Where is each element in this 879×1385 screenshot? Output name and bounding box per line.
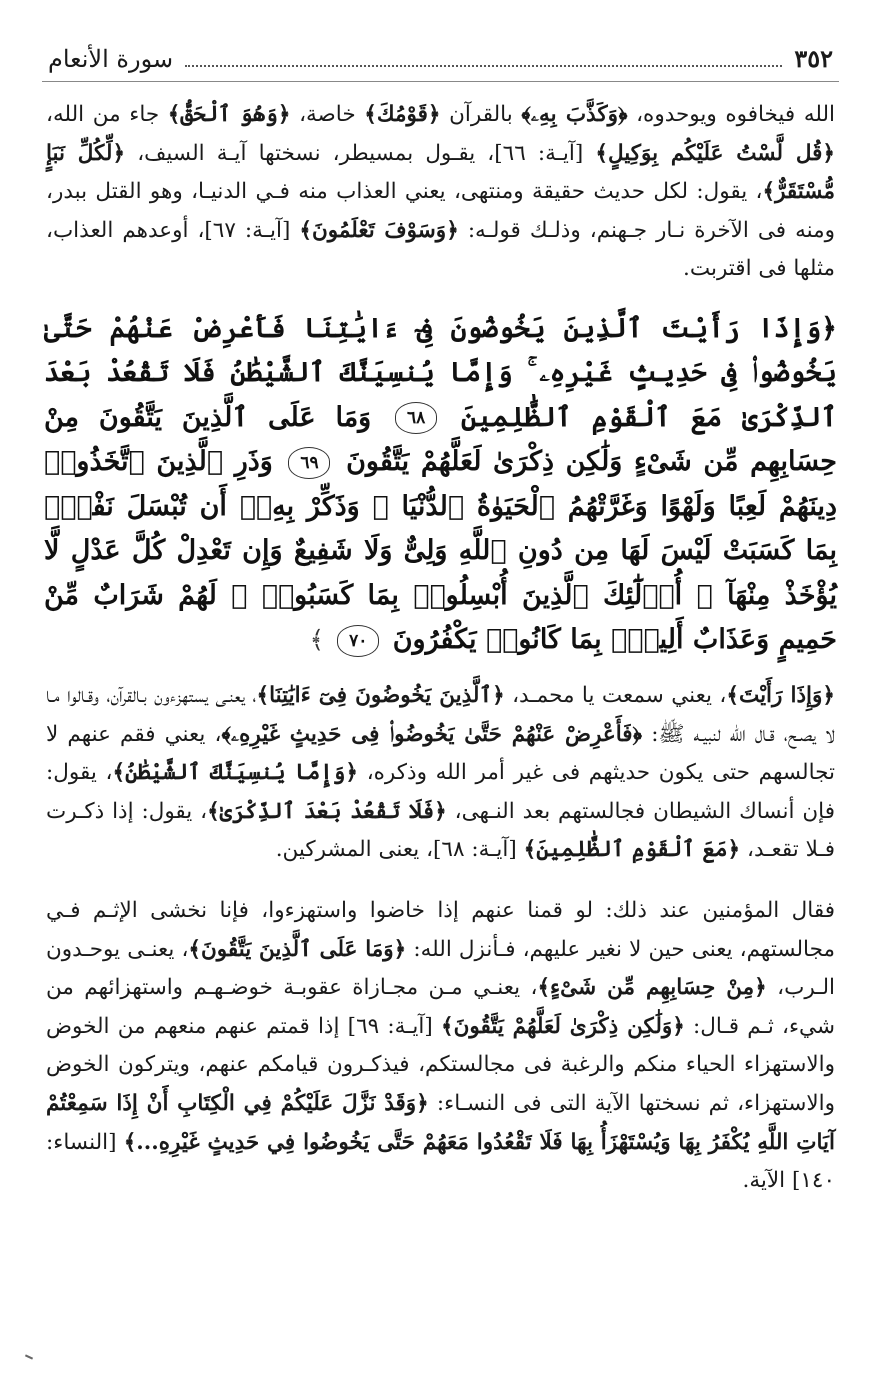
text-span: فقال المؤمنين عند ذلك: لو قمنا عنهم إذا خاضوا واستهزءوا، فإنا نخشى الإثـم فـي مجالستهم، يعنى حين لا نغير عليهم، فـأنزل الله: <box>46 897 836 962</box>
text-span: بالقرآن <box>449 102 513 127</box>
text-span: ، يعنـى يستهزءون بـالقرآن، وقـالوا مـا لا يصـح، قـال الله لنبيـه ﷺ: <box>46 682 835 747</box>
quran-quote: ﴿ٱلَّذِينَ يَخُوضُونَ فِىٓ ءَايَٰتِنَا﴾ <box>256 682 505 708</box>
commentary-paragraph-3 <box>42 892 839 1201</box>
quran-quote: ﴿قُل لَّسْتُ عَلَيْكُم بِوَكِيلٍ﴾ <box>595 140 835 166</box>
verse-number-70: ٧٠ <box>337 625 379 657</box>
commentary-paragraph-2 <box>42 677 839 870</box>
verse-70-text: وَذَرِ ٱلَّذِينَ ٱتَّخَذُوا۟ دِينَهُمْ لَعِبًا وَلَهْوًا وَغَرَّتْهُمُ ٱلْحَيَوٰةُ ٱلدُّنْيَا ۚ وَذَكِّرْ بِهِۦٓ أَن تُبْسَلَ نَفْسٌۢ بِمَا كَسَبَتْ لَيْسَ لَهَا مِن دُونِ ٱللَّهِ وَلِىٌّ وَلَا شَفِيعٌ وَإِن تَعْدِلْ كُلَّ عَدْلٍ لَّا يُؤْخَذْ مِنْهَآ ۗ أُو۟لَٰٓئِكَ ٱلَّذِينَ أُبْسِلُوا۟ بِمَا كَسَبُوا۟ ۖ لَهُمْ شَرَابٌ مِّنْ حَمِيمٍ وَعَذَابٌ أَلِيمٌۢ بِمَا كَانُوا۟ يَكْفُرُونَ <box>44 446 837 656</box>
quran-quote: ﴿مَعَ ٱلْقَوْمِ ٱلظَّٰلِمِينَ﴾ <box>523 837 741 863</box>
verse-number-69: ٦٩ <box>288 447 330 479</box>
text-span: ، يقول: إذا ذكـرت فـلا تقعـد، <box>46 798 835 863</box>
quran-quote: ﴿وَهُوَ ٱلْحَقُّ﴾ <box>167 102 291 127</box>
text-span: ، يعني فقم عنهم لا تجالسهم حتى يكون حديثهم فى غير أمر الله وذكره، <box>46 721 836 786</box>
text-span: الله فيخافوه ويوحدوه، <box>636 102 835 127</box>
text-span: [النساء: ١٤٠] الآية. <box>46 1129 835 1194</box>
text-span: ، يقول: فإن أنساك الشيطان فجالستهم بعد النـهى، <box>46 760 835 824</box>
text-span: ، يعنـى يوحـدون الـرب، <box>46 936 836 1001</box>
quran-quote: ﴿فَأَعْرِضْ عَنْهُمْ حَتَّىٰ يَخُوضُوا۟ فِى حَدِيثٍ غَيْرِهِۦ﴾ <box>221 721 643 747</box>
text-span: [آيـة: ٦٧]، أوعدهم العذاب، مثلها فى اقتربت. <box>46 217 835 282</box>
quran-quote: ﴿فَلَا تَقْعُدْ بَعْدَ ٱلذِّكْرَىٰ﴾ <box>207 798 447 824</box>
text-span: [آيـة: ٦٩] إذا قمتم عنهم منعهم من الخوض والاستهزاء الحياء منكم والرغبة فى مجالستكم، فيذكـرون قيامكم عنهم، ويتركون الخوض والاستهزاء، ثم نسختها الآية التى فى النسـاء: <box>46 1013 835 1116</box>
header-dotted-leader <box>185 65 782 67</box>
surah-title: سورة الأنعام <box>48 45 174 73</box>
quran-quote: ﴿لِّكُلِّ نَبَإٍ مُّسْتَقَرٌّ﴾ <box>46 140 835 205</box>
text-span: ، يعني سمعت يا محمـد، <box>512 682 727 708</box>
text-span: [آيـة: ٦٦]، يقـول بمسيطر، نسختها آيـة السيف، <box>137 140 584 166</box>
quran-verses-block <box>42 307 839 663</box>
quran-quote: ﴿وَكَذَّبَ بِهِۦ﴾ <box>521 102 628 127</box>
corner-mark <box>25 1354 33 1359</box>
quran-quote: ﴿وَإِذَا رَأَيْتَ﴾ <box>726 682 835 708</box>
text-span: جاء من الله، <box>46 102 160 127</box>
verse-number-68: ٦٨ <box>395 402 437 434</box>
verse-68-text: ﴿وَإِذَا رَأَيْتَ ٱلَّذِينَ يَخُوضُونَ فِىٓ ءَايَٰتِنَا فَأَعْرِضْ عَنْهُمْ حَتَّىٰ يَخُوضُوا۟ فِى حَدِيثٍ غَيْرِهِۦ ۚ وَإِمَّا يُنسِيَنَّكَ ٱلشَّيْطَٰنُ فَلَا تَقْعُدْ بَعْدَ ٱلذِّكْرَىٰ مَعَ ٱلْقَوْمِ ٱلظَّٰلِمِينَ <box>44 312 838 433</box>
quran-quote: ﴿وَلَٰكِن ذِكْرَىٰ لَعَلَّهُمْ يَتَّقُونَ﴾ <box>440 1013 685 1039</box>
quran-quote: ﴿وَسَوْفَ تَعْلَمُونَ﴾ <box>299 217 459 243</box>
verse-69-text: وَمَا عَلَى ٱلَّذِينَ يَتَّقُونَ مِنْ حِسَابِهِم مِّن شَىْءٍ وَلَٰكِن ذِكْرَىٰ لَعَلَّهُمْ يَتَّقُونَ <box>44 401 838 478</box>
page-number: ٣٥٢ <box>794 44 833 73</box>
text-span: ، يعنـي مـن مجـازاة عقوبـة خوضـهـم واستهزائهم من شيء، ثـم قـال: <box>46 975 835 1039</box>
commentary-paragraph-1 <box>42 96 839 289</box>
quran-quote: ﴿وَمَا عَلَى ٱلَّذِينَ يَتَّقُونَ﴾ <box>188 936 407 962</box>
quran-quote: ﴿مِنْ حِسَابِهِم مِّن شَىْءٍ﴾ <box>537 975 767 1001</box>
quran-quote: ﴿قَوْمُكَ﴾ <box>364 102 441 127</box>
quran-quote: ﴿وَإِمَّا يُنسِيَنَّكَ ٱلشَّيْطَٰنُ﴾ <box>112 760 358 786</box>
text-span: خاصة، <box>299 102 356 127</box>
closing-bracket: ﴾ <box>309 625 324 655</box>
text-span: [آيـة: ٦٨]، يعنى المشركين. <box>275 837 517 863</box>
quran-quote: ﴿وَقَدْ نَزَّلَ عَلَيْكُمْ فِي الْكِتَابِ أَنْ إِذَا سَمِعْتُمْ آيَاتِ اللَّهِ يُكْفَرُ بِهَا وَيُسْتَهْزَأُ بِهَا فَلَا تَقْعُدُوا مَعَهُمْ حَتَّى يَخُوضُوا فِي حَدِيثٍ غَيْرِهِ...﴾ <box>46 1090 835 1155</box>
text-span: ، يقول: لكل حديث حقيقة ومنتهى، يعني العذاب منه فـي الدنيـا، وهو القتل ببدر، ومنه فى الآخرة نـار جـهنم، وذلـك قولـه: <box>46 179 835 243</box>
page-header <box>42 44 839 82</box>
